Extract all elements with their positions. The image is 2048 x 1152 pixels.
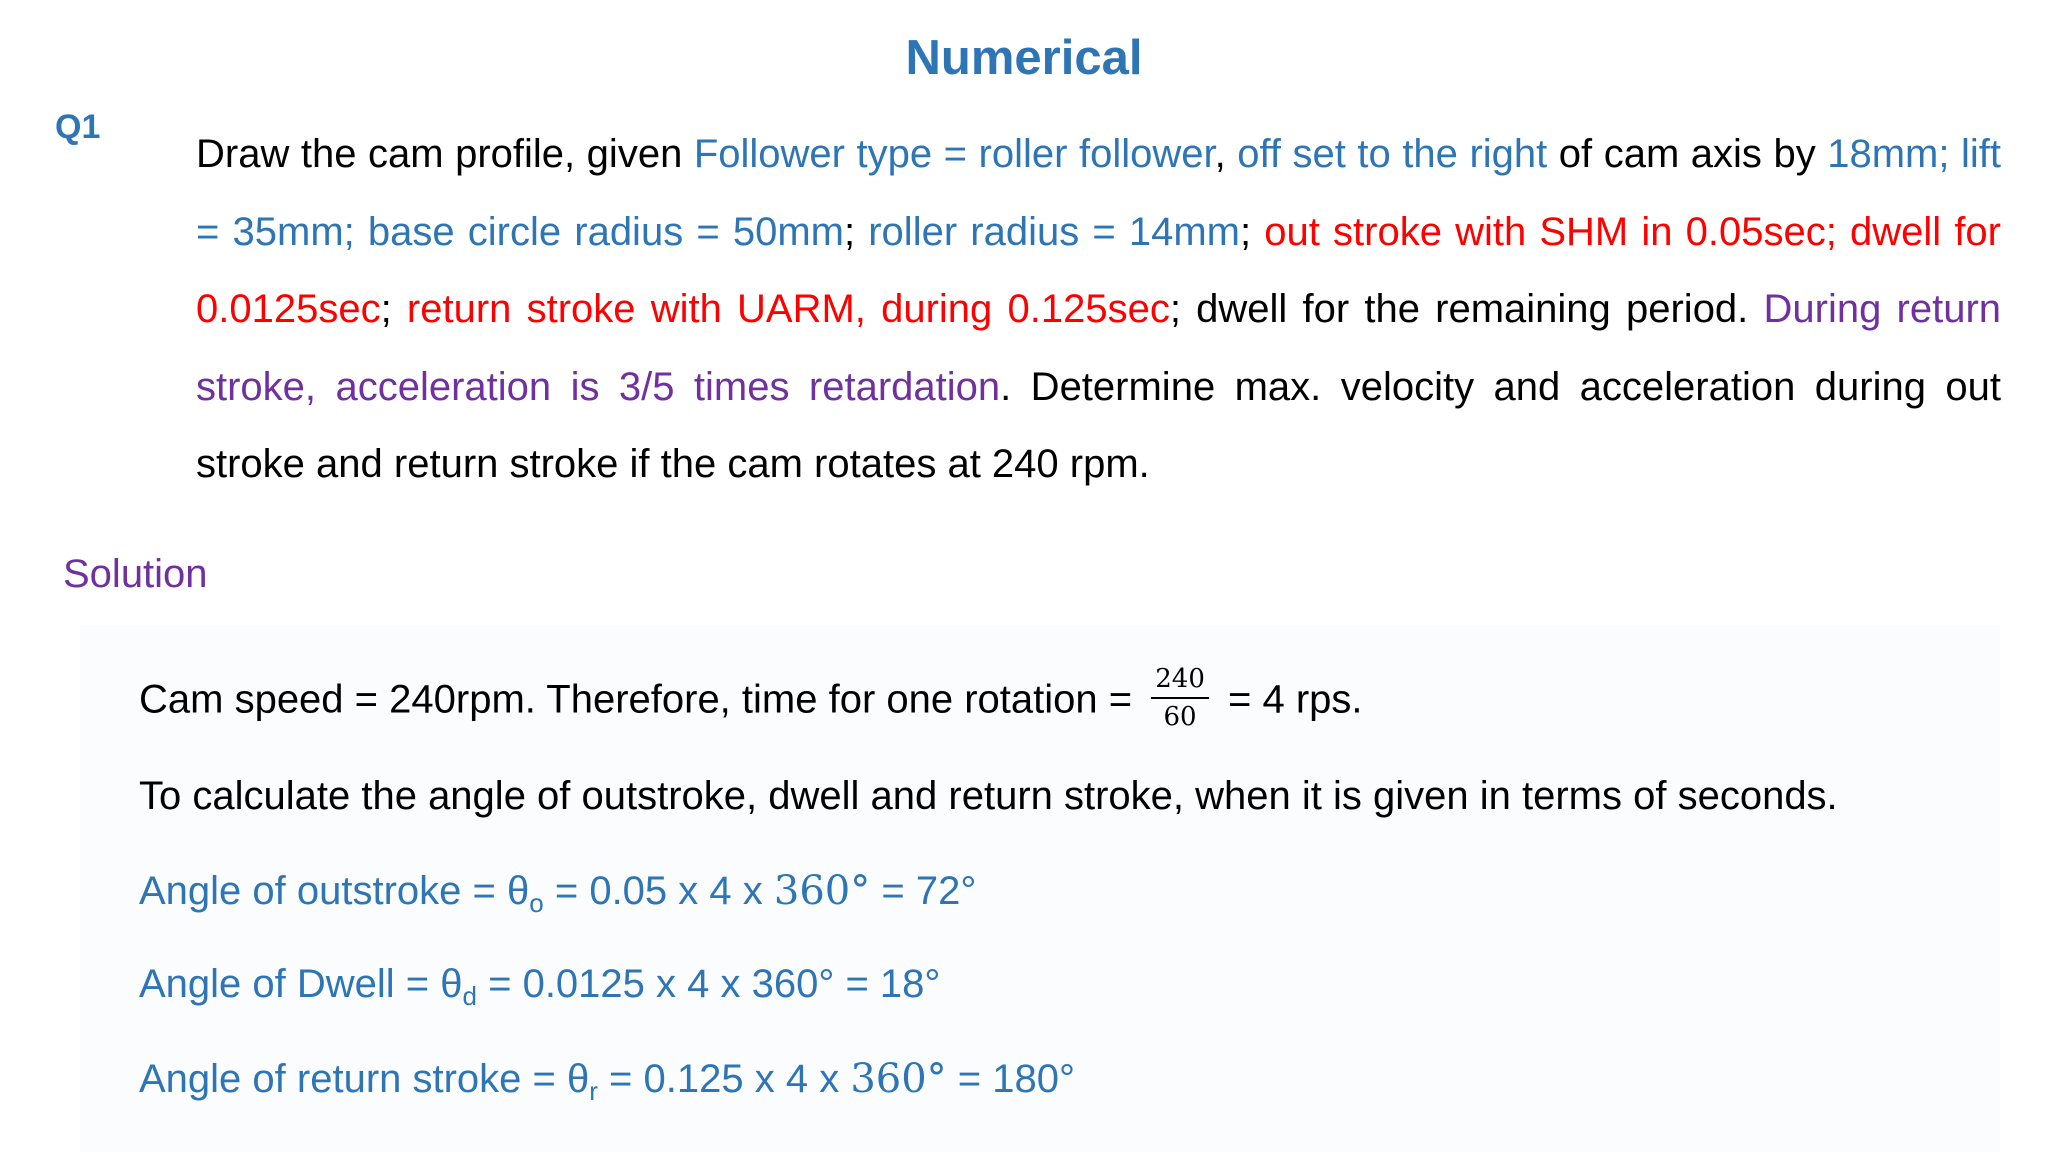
question-segment: roller radius = 14mm (868, 209, 1241, 254)
return-result: = 180° (946, 1057, 1076, 1101)
intro-line: To calculate the angle of outstroke, dwell and return stroke, when it is given in terms of seconds. (139, 774, 1838, 818)
question-segment: ; (380, 287, 407, 331)
question-segment: ; (1240, 209, 1265, 254)
question-text (196, 116, 2001, 504)
outstroke-angle-line (139, 868, 976, 919)
cam-speed-line (139, 664, 1363, 736)
question-label: Q1 (55, 108, 101, 146)
cam-speed-suffix: = 4 rps. (1216, 677, 1363, 722)
outstroke-subscript: o (529, 888, 544, 918)
cam-speed-prefix: Cam speed = 240rpm. Therefore, time for one rotation = (139, 677, 1144, 722)
question-segment: . Determine max. velocity and acceleration during out stroke and return stroke if the cam rotates at 240 rpm. (196, 364, 2002, 486)
return-prefix: Angle of return stroke = θ (139, 1057, 590, 1101)
slide-title: Numerical (905, 31, 1143, 85)
fraction-denominator: 60 (1163, 702, 1197, 732)
return-angle-line (139, 1056, 1075, 1107)
question-segment: Draw the cam profile, given (196, 132, 694, 176)
outstroke-prefix: Angle of outstroke = θ (139, 869, 530, 913)
question-segment: off set to the right (1237, 132, 1548, 176)
question-segment: 18mm; lift = 35mm; base circle radius = 50mm (196, 132, 2002, 254)
dwell-rest: = 0.0125 x 4 x 360° = 18° (476, 962, 941, 1006)
return-degrees: 360° (850, 1056, 947, 1102)
question-segment: out stroke with SHM in 0.05sec; dwell for 0.0125sec (196, 209, 2001, 331)
question-segment: , (1214, 132, 1238, 176)
outstroke-result: = 72° (870, 869, 977, 913)
dwell-subscript: d (462, 981, 477, 1011)
dwell-prefix: Angle of Dwell = θ (139, 962, 463, 1006)
return-subscript: r (589, 1076, 598, 1106)
question-segment: return stroke with UARM, during 0.125sec (406, 287, 1170, 331)
fraction-numerator: 240 (1151, 664, 1209, 699)
question-segment: During return stroke, acceleration is 3/5 times retardation (196, 287, 2002, 409)
question-segment: ; dwell for the remaining period. (1169, 287, 1764, 331)
return-mid: = 0.125 x 4 x (597, 1057, 851, 1101)
rotation-fraction (1151, 664, 1209, 732)
question-segment: of cam axis by (1547, 132, 1828, 176)
outstroke-degrees: 360° (773, 868, 871, 914)
solution-heading: Solution (63, 552, 208, 596)
question-segment: ; (843, 209, 869, 254)
outstroke-mid: = 0.05 x 4 x (543, 869, 774, 913)
dwell-angle-line (139, 962, 940, 1012)
question-segment: Follower type = roller follower (693, 132, 1215, 176)
